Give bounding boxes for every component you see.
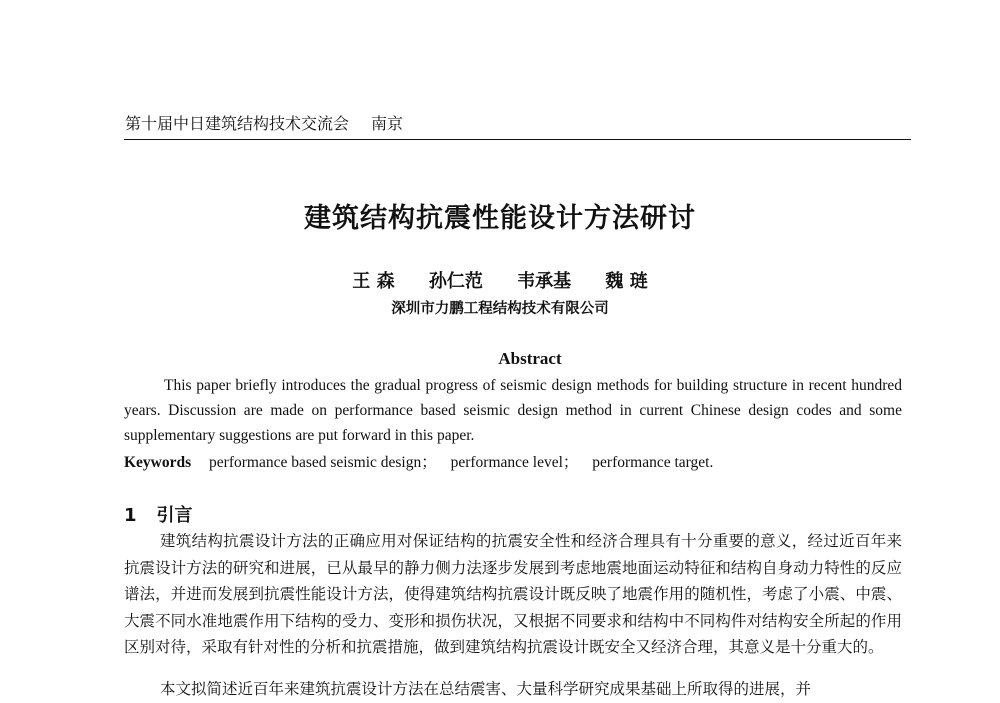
author: 魏 琏: [605, 271, 648, 292]
affiliation: 深圳市力鹏工程结构技术有限公司: [391, 301, 609, 317]
conference-city: 南京: [371, 114, 404, 133]
header-rule: [124, 139, 911, 140]
abstract-body: This paper briefly introduces the gradual progress of seismic design methods for building structure in recent hundred years. Discussion are made on performance based seismic design method in current Chinese design codes and some supplementary suggestions are put forward in this paper.: [124, 377, 902, 444]
keyword: performance target.: [592, 454, 714, 471]
keywords-label: Keywords: [124, 454, 192, 471]
paper-title: 建筑结构抗震性能设计方法研讨: [304, 203, 696, 234]
author: 韦承基: [517, 271, 572, 292]
author: 王 森: [352, 271, 395, 292]
keyword: performance level；: [450, 454, 579, 471]
conference-header: [125, 111, 425, 134]
section-heading: [124, 501, 193, 527]
author: 孙仁范: [428, 271, 483, 292]
abstract-heading: Abstract: [498, 349, 562, 368]
keywords-line: [124, 450, 904, 472]
keyword: performance based seismic design；: [209, 454, 437, 471]
conference-name: 第十届中日建筑结构技术交流会: [125, 114, 350, 133]
section-title: 引言: [156, 505, 193, 526]
section-number: 1: [124, 505, 137, 526]
body-paragraph: 建筑结构抗震设计方法的正确应用对保证结构的抗震安全性和经济合理具有十分重要的意义，经过近百年来抗震设计方法的研究和进展，已从最早的静力侧力法逐步发展到考虑地震地面运动特征和结构自身动力特性的反应谱法，并进而发展到抗震性能设计方法，使得建筑结构抗震设计既反映了地震作用的随机性，考虑了小震、中震、大震不同水准地震作用下结构的受力、变形和损伤状况，又根据不同要求和结构中不同构件对结构安全所起的作用区别对待，采取有针对性的分析和抗震措施，做到建筑结构抗震设计既安全又经济合理，其意义是十分重大的。: [124, 532, 902, 656]
body-paragraph-partial: 本文拟简述近百年来建筑抗震设计方法在总结震害、大量科学研究成果基础上所取得的进展，并: [160, 680, 812, 698]
author-list: [0, 267, 1000, 293]
